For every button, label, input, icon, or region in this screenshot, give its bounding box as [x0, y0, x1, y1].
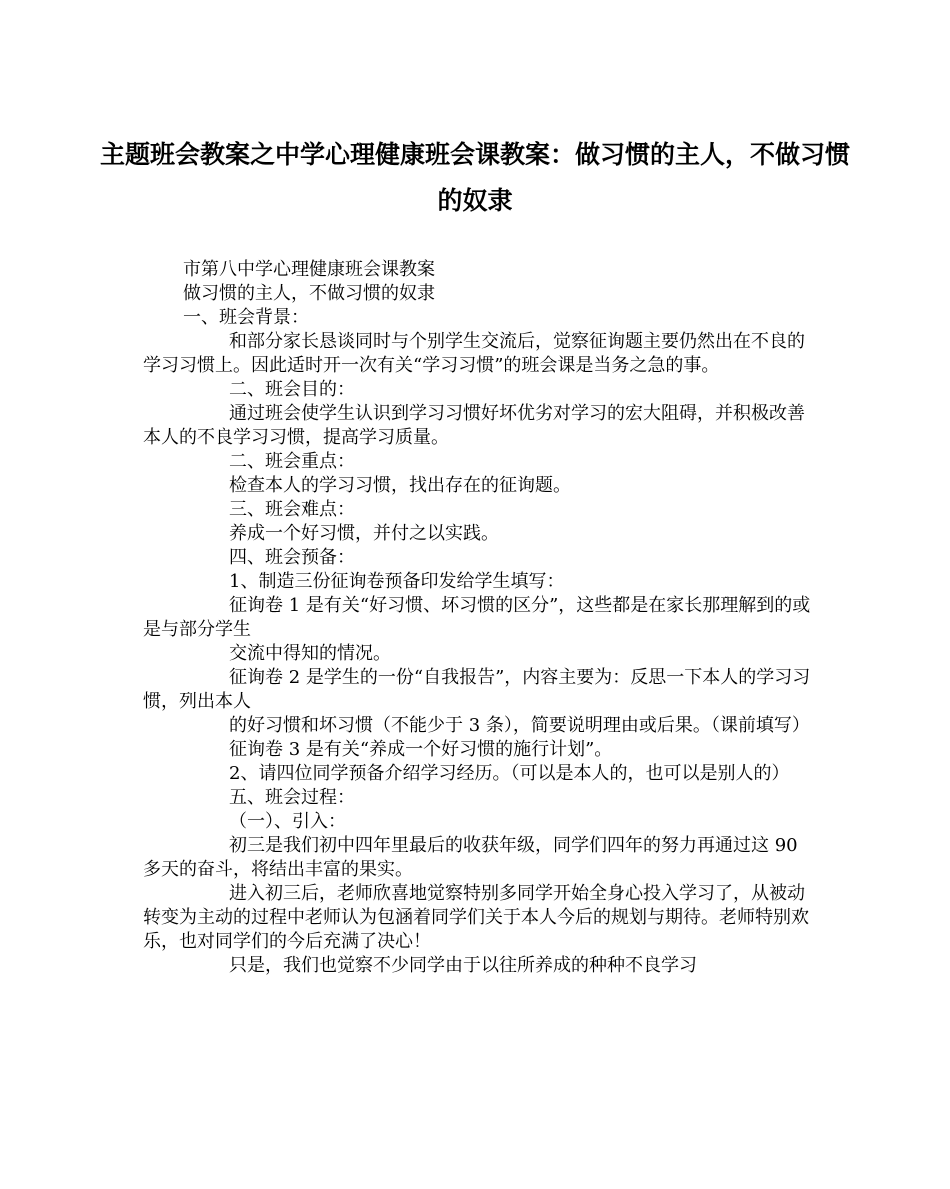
document-title: 主题班会教案之中学心理健康班会课教案：做习惯的主人，不做习惯的奴隶: [100, 140, 851, 215]
paragraph-survey-2: 征询卷 2 是学生的一份“自我报告”，内容主要为：反思一下本人的学习习惯，列出本人: [143, 667, 811, 712]
heading-preparation: 四、班会预备：: [229, 547, 355, 568]
paragraph-survey-2-cont: 的好习惯和坏习惯（不能少于 3 条），简要说明理由或后果。（课前填写）: [229, 715, 810, 736]
paragraph-difficulty: 养成一个好习惯，并付之以实践。: [229, 523, 499, 544]
paragraph-intro-2: 进入初三后，老师欣喜地觉察特别多同学开始全身心投入学习了，从被动转变为主动的过程中老师认为包涵着同学们关于本人今后的规划与期待。老师特别欢乐，也对同学们的今后充满了决心！: [143, 883, 809, 952]
paragraph-school-plan: 市第八中学心理健康班会课教案: [183, 259, 435, 280]
paragraph-subtitle: 做习惯的主人，不做习惯的奴隶: [183, 283, 435, 304]
heading-background: 一、班会背景：: [183, 307, 309, 328]
paragraph-prep-2: 2、请四位同学预备介绍学习经历。（可以是本人的，也可以是别人的）: [229, 763, 790, 784]
paragraph-prep-1: 1、制造三份征询卷预备印发给学生填写：: [229, 571, 565, 592]
heading-difficulty: 三、班会难点：: [229, 499, 355, 520]
paragraph-survey-1-cont: 交流中得知的情况。: [229, 643, 391, 664]
heading-focus: 二、班会重点：: [229, 451, 355, 472]
paragraph-purpose: 通过班会使学生认识到学习习惯好坏优劣对学习的宏大阻碍，并积极改善本人的不良学习习惯，提高学习质量。: [143, 403, 805, 448]
paragraph-focus: 检查本人的学习习惯，找出存在的征询题。: [229, 475, 571, 496]
paragraph-intro-1: 初三是我们初中四年里最后的收获年级，同学们四年的努力再通过这 90 多天的奋斗，将结出丰富的果实。: [143, 835, 798, 880]
paragraph-survey-1: 征询卷 1 是有关“好习惯、坏习惯的区分”，这些都是在家长那理解到的或是与部分学生: [143, 595, 811, 640]
heading-purpose: 二、班会目的：: [229, 379, 355, 400]
paragraph-survey-3: 征询卷 3 是有关“养成一个好习惯的施行计划”。: [229, 739, 613, 760]
heading-introduction: （一）、引入：: [229, 811, 346, 832]
document-body: [143, 258, 813, 978]
heading-process: 五、班会过程：: [229, 787, 355, 808]
paragraph-intro-3: 只是，我们也觉察不少同学由于以往所养成的种种不良学习: [229, 955, 697, 976]
paragraph-background: 和部分家长恳谈同时与个别学生交流后，觉察征询题主要仍然出在不良的学习习惯上。因此适时开一次有关“学习习惯”的班会课是当务之急的事。: [143, 331, 805, 376]
